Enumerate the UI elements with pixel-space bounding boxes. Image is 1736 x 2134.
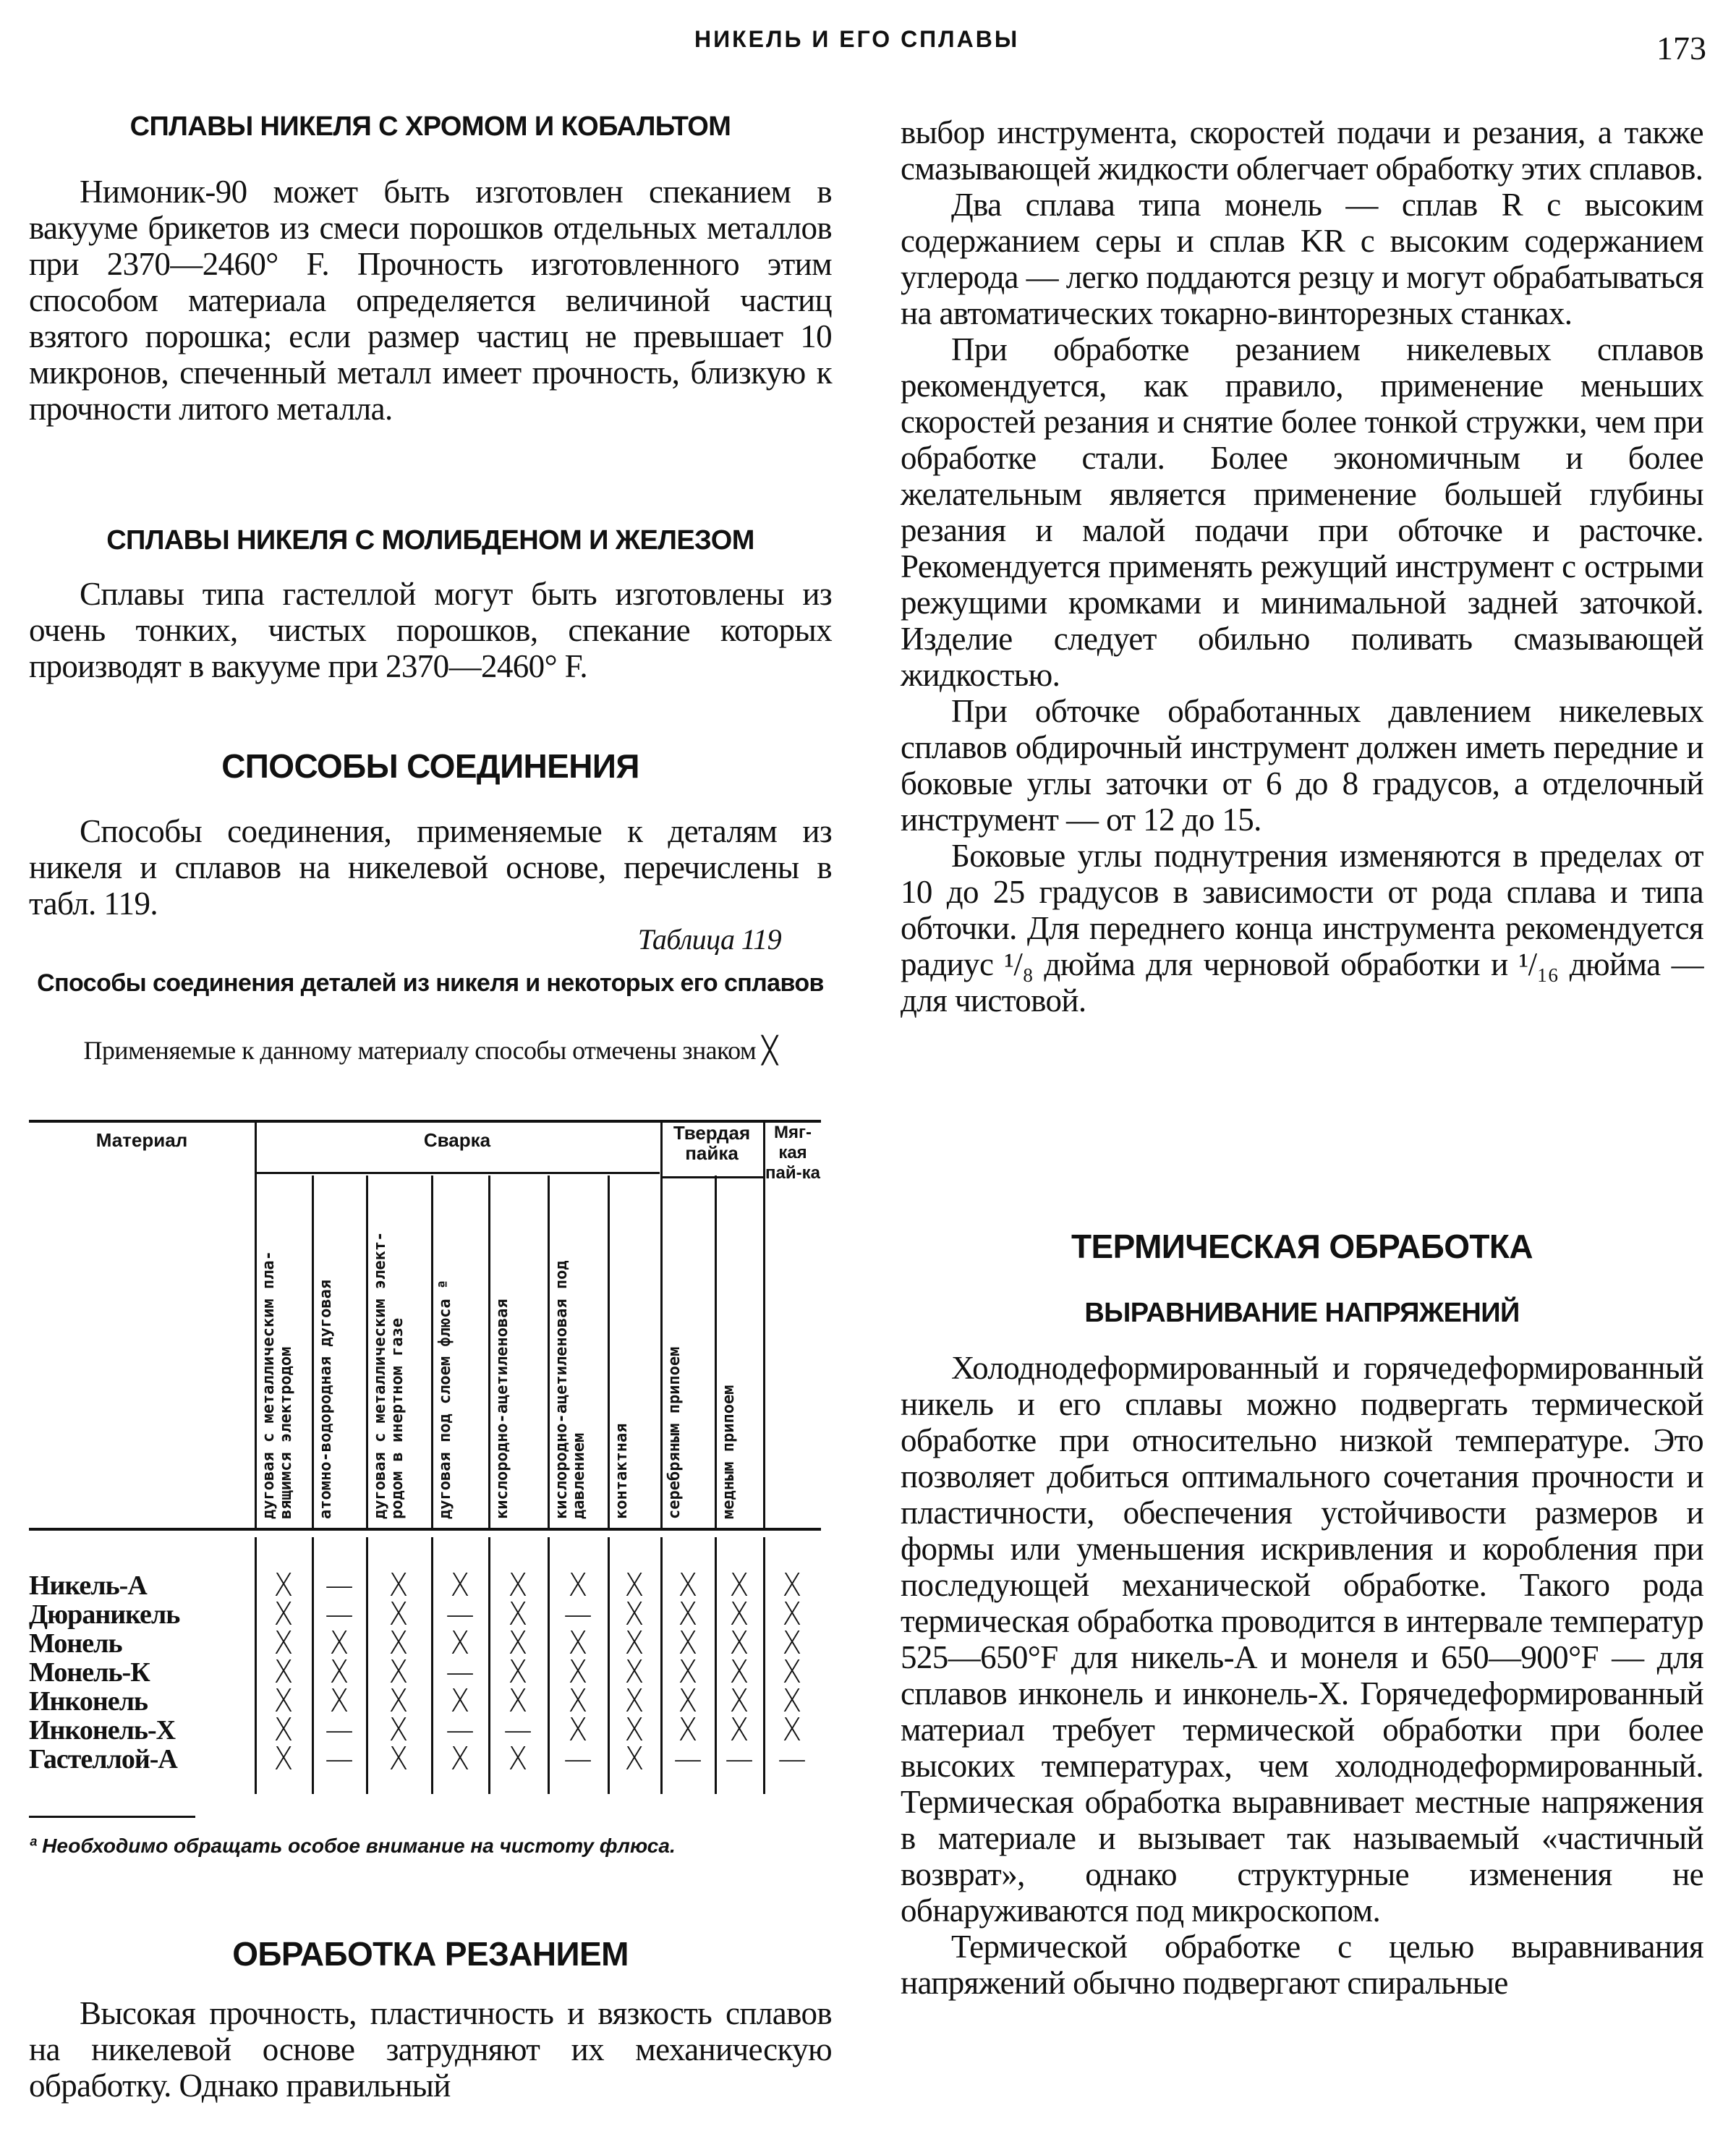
heading-chrome-cobalt: СПЛАВЫ НИКЕЛЯ С ХРОМОМ И КОБАЛЬТОМ [129, 111, 731, 142]
applicable-mark: X [449, 1567, 470, 1604]
weld-group-rule [255, 1172, 660, 1174]
column-header: кислородно-ацетиленовая под давлением [553, 1260, 588, 1519]
column-divider [366, 1176, 368, 1528]
applicable-mark: X [449, 1740, 470, 1777]
applicable-mark: X [728, 1712, 749, 1748]
applicable-mark: X [508, 1596, 528, 1633]
para-joining [29, 813, 832, 922]
right-text-bottom [901, 1350, 1703, 2001]
heading-moly-iron: СПЛАВЫ НИКЕЛЯ С МОЛИБДЕНОМ И ЖЕЛЕЗОМ [106, 525, 754, 556]
heading-stress-relief: ВЫРАВНИВАНИЕ НАПРЯЖЕНИЙ [1084, 1298, 1520, 1328]
applicable-mark: X [508, 1683, 528, 1719]
applicable-mark: X [567, 1683, 588, 1719]
material-name: Инконель [29, 1686, 148, 1717]
heading-joining: СПОСОБЫ СОЕДИНЕНИЯ [221, 747, 639, 785]
column-divider [312, 1176, 314, 1528]
applicable-mark: X [728, 1654, 749, 1691]
not-applicable-mark: — [445, 1654, 475, 1691]
column-header: дуговая с металлическим элект-родом в инертном газе [371, 1231, 407, 1519]
column-divider [763, 1123, 765, 1528]
paragraph: Два сплава типа монель — сплав R с высоким содержанием серы и сплав KR с высоким содержанием углерода — легко поддаются резцу и могут обрабатываться на автоматических токарно-винторезных станках. [901, 187, 1703, 331]
applicable-mark: X [567, 1654, 588, 1691]
applicable-mark: X [677, 1625, 698, 1662]
table-note: Применяемые к данному материалу способы отмечены знаком ╳ [83, 1036, 778, 1065]
material-name: Никель-А [29, 1570, 147, 1601]
footnote-rule [29, 1816, 195, 1818]
applicable-mark: X [273, 1683, 294, 1719]
applicable-mark: X [567, 1567, 588, 1604]
not-applicable-mark: — [778, 1740, 807, 1777]
column-divider [548, 1176, 550, 1528]
applicable-mark: X [328, 1654, 349, 1691]
applicable-mark: X [508, 1625, 528, 1662]
column-divider [366, 1537, 368, 1794]
page-number: 173 [1656, 30, 1706, 67]
group-weld-header: Сварка [423, 1129, 491, 1151]
paragraph: Сплавы типа гастеллой могут быть изготовлены из очень тонких, чистых порошков, спекание которых производят в вакууме при 2370—2460° F. [29, 576, 832, 684]
applicable-mark: X [624, 1625, 644, 1662]
column-header: атомно-водородная дуговая [317, 1279, 335, 1519]
applicable-mark: X [508, 1654, 528, 1691]
applicable-mark: X [782, 1712, 802, 1748]
col-material-header: Материал [95, 1129, 188, 1151]
table-footnote: ª Необходимо обращать особое внимание на чистоту флюса. [29, 1835, 676, 1857]
group-hard-header: Твердая пайка [673, 1122, 751, 1164]
applicable-mark: X [624, 1654, 644, 1691]
column-divider [488, 1176, 490, 1528]
applicable-mark: X [508, 1567, 528, 1604]
applicable-mark: X [388, 1596, 409, 1633]
paragraph: При обточке обработанных давлением никелевых сплавов обдирочный инструмент должен иметь передние и боковые углы заточки от 6 до 8 градусов, а отделочный инструмент — от 12 до 15. [901, 693, 1703, 838]
not-applicable-mark: — [673, 1740, 702, 1777]
applicable-mark: X [273, 1712, 294, 1748]
applicable-mark: X [677, 1596, 698, 1633]
applicable-mark: X [449, 1683, 470, 1719]
applicable-mark: X [388, 1712, 409, 1748]
applicable-mark: X [782, 1596, 802, 1633]
applicable-mark: X [728, 1567, 749, 1604]
applicable-mark: X [388, 1654, 409, 1691]
column-header: серебряным припоем [665, 1346, 684, 1519]
not-applicable-mark: — [503, 1712, 532, 1748]
applicable-mark: X [328, 1683, 349, 1719]
table-title: Способы соединения деталей из никеля и некоторых его сплавов [37, 969, 824, 997]
material-name: Монель [29, 1628, 122, 1659]
applicable-mark: X [624, 1712, 644, 1748]
applicable-mark: X [624, 1596, 644, 1633]
column-header: дуговая с металлическим пла-вящимся электродом [260, 1251, 295, 1519]
running-title: НИКЕЛЬ И ЕГО СПЛАВЫ [694, 26, 1020, 52]
column-header: медным припоем [720, 1385, 738, 1519]
paragraph: Способы соединения, применяемые к деталям из никеля и сплавов на никелевой основе, перечислены в табл. 119. [29, 813, 832, 922]
column-divider [431, 1176, 433, 1528]
column-divider [660, 1537, 663, 1794]
applicable-mark: X [449, 1625, 470, 1662]
column-header: кислородно-ацетиленовая [493, 1298, 511, 1519]
paragraph: Высокая прочность, пластичность и вязкость сплавов на никелевой основе затрудняют их механическую обработку. Однако правильный [29, 1995, 832, 2104]
column-divider [488, 1537, 490, 1794]
applicable-mark: X [567, 1712, 588, 1748]
applicable-mark: X [624, 1740, 644, 1777]
applicable-mark: X [508, 1740, 528, 1777]
not-applicable-mark: — [724, 1740, 754, 1777]
applicable-mark: X [328, 1625, 349, 1662]
para-cutting [29, 1995, 832, 2104]
hard-group-rule [660, 1176, 763, 1178]
paragraph: Термической обработке с целью выравнивания напряжений обычно подвергают спиральные [901, 1929, 1703, 2001]
applicable-mark: X [567, 1625, 588, 1662]
applicable-mark: X [273, 1740, 294, 1777]
paragraph: выбор инструмента, скоростей подачи и резания, а также смазывающей жидкости облегчает обработку этих сплавов. [901, 114, 1703, 187]
applicable-mark: X [728, 1596, 749, 1633]
group-soft-header: Мяг-кая пай-ка [765, 1123, 820, 1183]
not-applicable-mark: — [445, 1712, 475, 1748]
column-divider [255, 1123, 257, 1528]
not-applicable-mark: — [324, 1596, 354, 1633]
applicable-mark: X [782, 1625, 802, 1662]
table-label: Таблица 119 [637, 923, 781, 956]
not-applicable-mark: — [563, 1740, 592, 1777]
applicable-mark: X [388, 1567, 409, 1604]
applicable-mark: X [677, 1654, 698, 1691]
column-divider [660, 1123, 663, 1528]
heading-cutting: ОБРАБОТКА РЕЗАНИЕМ [232, 1935, 629, 1973]
applicable-mark: X [677, 1712, 698, 1748]
not-applicable-mark: — [563, 1596, 592, 1633]
applicable-mark: X [677, 1683, 698, 1719]
not-applicable-mark: — [324, 1740, 354, 1777]
applicable-mark: X [624, 1683, 644, 1719]
paragraph: При обработке резанием никелевых сплавов рекомендуется, как правило, применение меньших скоростей резания и снятие более тонкой стружки, чем при обработке стали. Более экономичным и более желательным является применение большей глубины резания и малой подачи при обточке и расточке. Рекомендуется применять режущий инструмент с острыми режущими кромками и минимальной задней заточкой. Изделие следует обильно поливать смазывающей жидкостью. [901, 331, 1703, 693]
applicable-mark: X [728, 1683, 749, 1719]
right-text-top [901, 114, 1703, 1019]
applicable-mark: X [624, 1567, 644, 1604]
not-applicable-mark: — [324, 1567, 354, 1604]
heading-heat-treatment: ТЕРМИЧЕСКАЯ ОБРАБОТКА [1071, 1228, 1533, 1265]
applicable-mark: X [388, 1625, 409, 1662]
table-header-rule [29, 1528, 821, 1531]
column-divider [431, 1537, 433, 1794]
column-divider [715, 1537, 717, 1794]
column-divider [548, 1537, 550, 1794]
paragraph: Нимоник-90 может быть изготовлен спеканием в вакууме брикетов из смеси порошков отдельных металлов при 2370—2460° F. Прочность изготовленного этим способом материала определяется величиной частиц взятого порошка; если размер частиц не превышает 10 микронов, спеченный металл имеет прочность, близкую к прочности литого металла. [29, 174, 832, 427]
column-divider [715, 1176, 717, 1528]
applicable-mark: X [388, 1683, 409, 1719]
material-name: Инконель-Х [29, 1715, 176, 1746]
not-applicable-mark: — [445, 1596, 475, 1633]
applicable-mark: X [782, 1567, 802, 1604]
material-name: Дюраникель [29, 1599, 180, 1630]
applicable-mark: X [273, 1596, 294, 1633]
material-name: Гастеллой-А [29, 1744, 177, 1774]
applicable-mark: X [782, 1683, 802, 1719]
column-divider [608, 1176, 610, 1528]
applicable-mark: X [273, 1654, 294, 1691]
applicable-mark: X [388, 1740, 409, 1777]
para-moly [29, 576, 832, 684]
paragraph: Холоднодеформированный и горячедеформированный никель и его сплавы можно подвергать термической обработке при относительно низкой температуре. Это позволяет добиться оптимального сочетания прочности и пластичности, обеспечения устойчивости размеров и формы или уменьшения искривления и коробления при последующей механической обработке. Такого рода термическая обработка проводится в интервале температур 525—650°F для никель-А и монеля и 650—900°F — для сплавов инконель и инконель-Х. Горячедеформированный материал требует термической обработки при более высоких температурах, чем холоднодеформированный. Термическая обработка выравнивает местные напряжения в материале и вызывает так называемый «частичный возврат», однако структурные изменения не обнаруживаются под микроскопом. [901, 1350, 1703, 1929]
applicable-mark: X [728, 1625, 749, 1662]
column-divider [312, 1537, 314, 1794]
column-header: контактная [613, 1423, 631, 1519]
applicable-mark: X [273, 1625, 294, 1662]
column-header: дуговая под слоем флюса ª [436, 1279, 454, 1519]
material-name: Монель-К [29, 1657, 150, 1688]
applicable-mark: X [782, 1654, 802, 1691]
applicable-mark: X [677, 1567, 698, 1604]
column-divider [763, 1537, 765, 1794]
applicable-mark: X [273, 1567, 294, 1604]
column-divider [608, 1537, 610, 1794]
column-divider [255, 1537, 257, 1794]
not-applicable-mark: — [324, 1712, 354, 1748]
para-chrome [29, 174, 832, 427]
paragraph: Боковые углы поднутрения изменяются в пределах от 10 до 25 градусов в зависимости от рода сплава и типа обточки. Для переднего конца инструмента рекомендуется радиус ¹/₈ дюйма для черновой обработки и ¹/₁₆ дюйма — для чистовой. [901, 838, 1703, 1019]
